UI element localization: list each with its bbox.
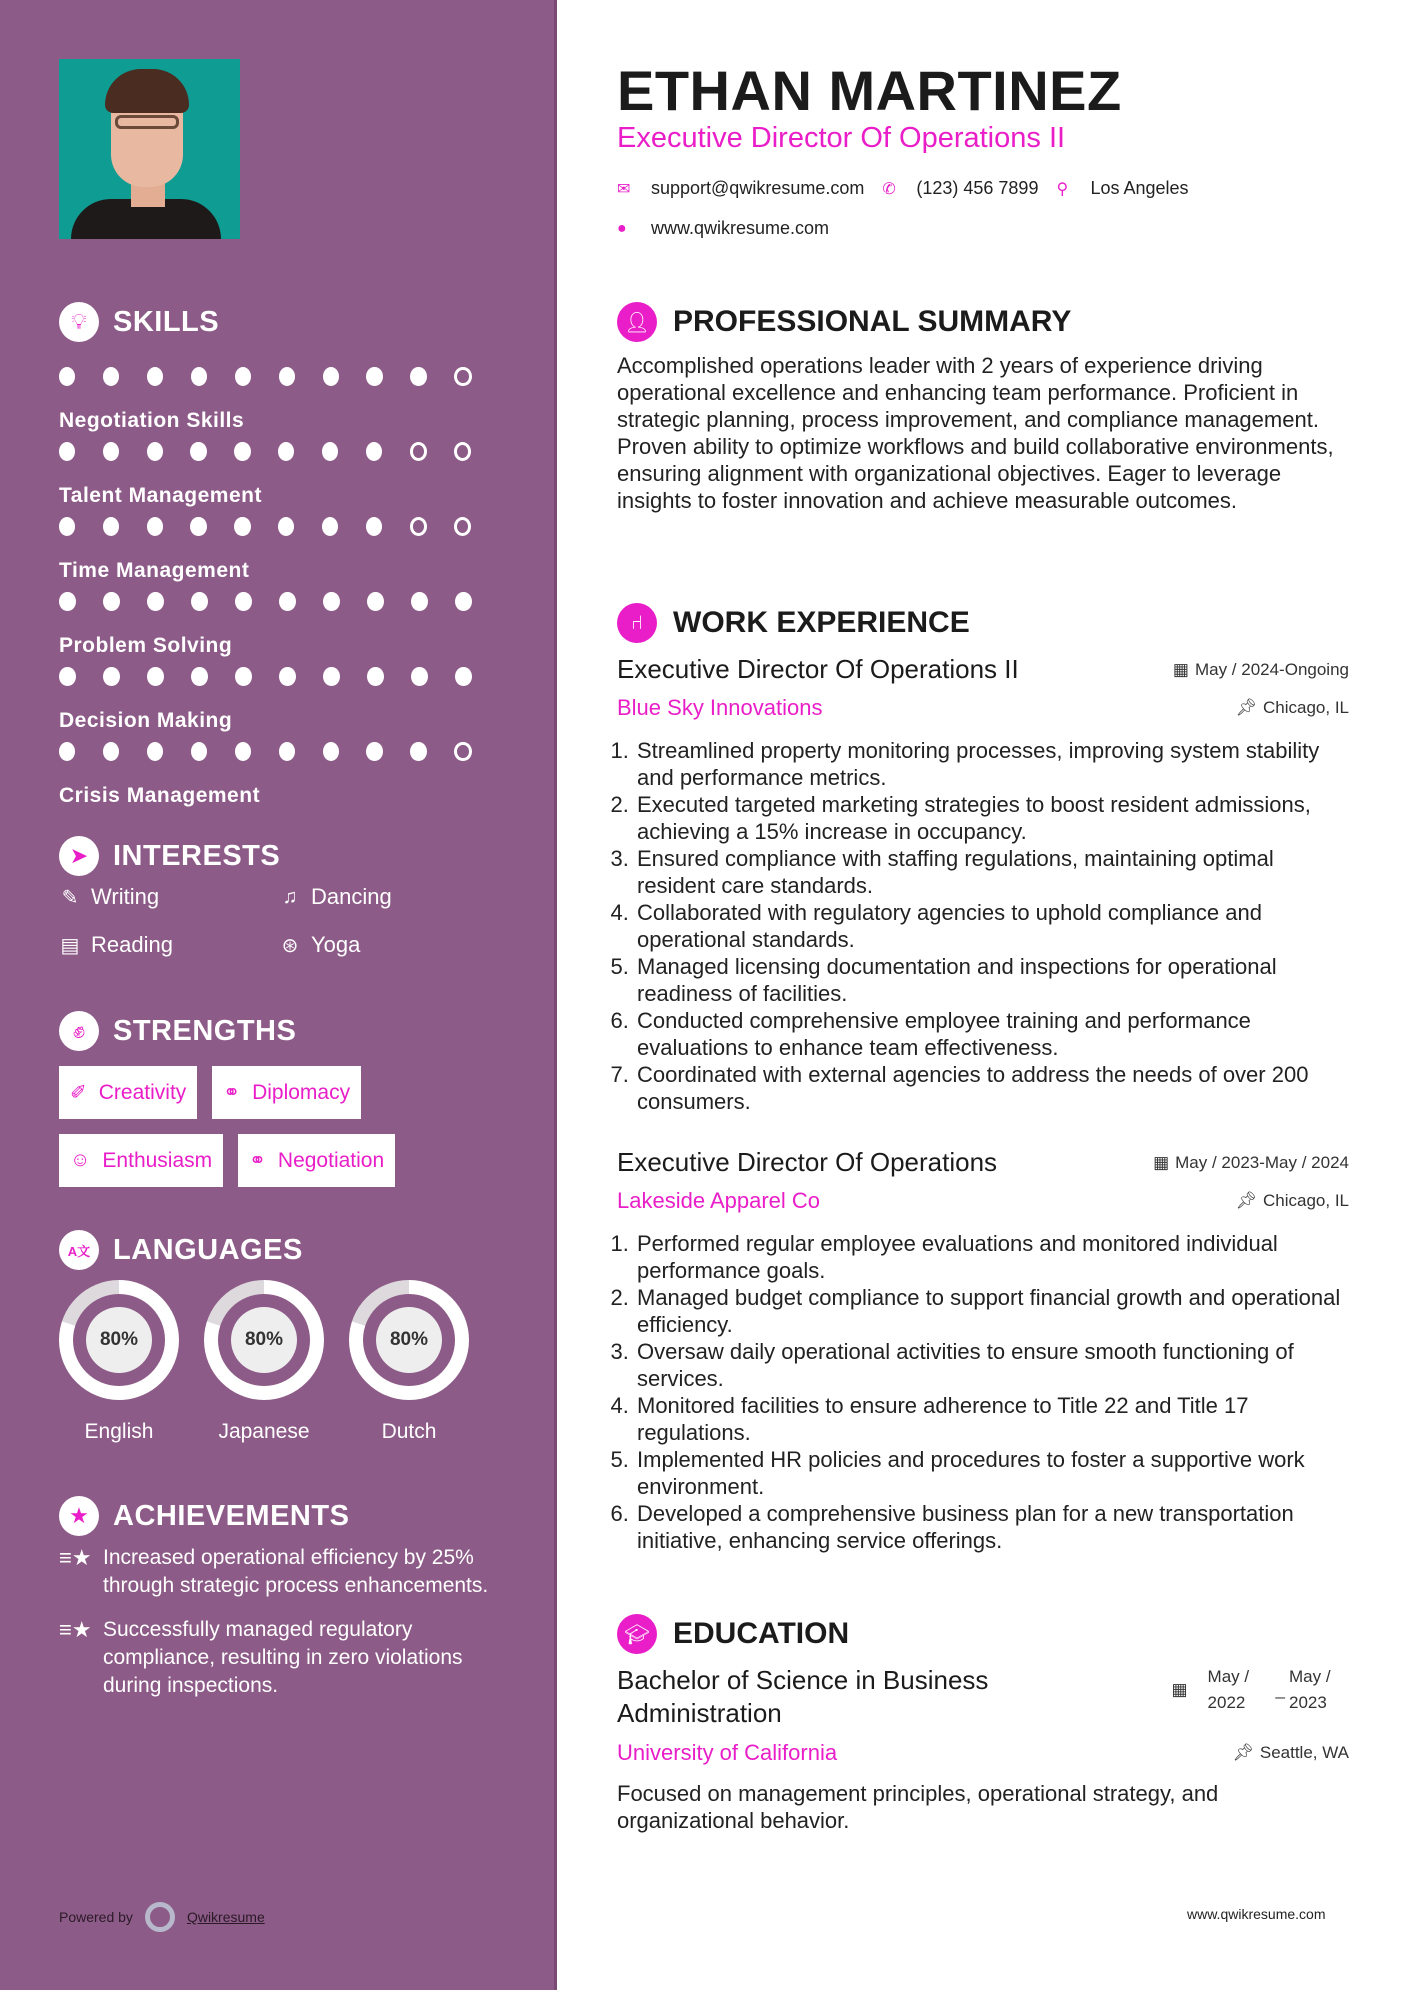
skill-name: Talent Management [59, 484, 262, 507]
graduate-icon: 🎓︎ [617, 1614, 657, 1654]
achievement-item: ≡★ Increased operational efficiency by 25% through strategic process enhancements. [59, 1544, 499, 1600]
website[interactable]: ● www.qwikresume.com [617, 218, 830, 238]
skill-item [59, 726, 499, 807]
pushpin-icon: 📌︎ [1232, 1743, 1254, 1762]
smile-icon: ☺ [70, 1149, 91, 1171]
strength-chip: ✐ Creativity [59, 1066, 197, 1119]
interest-item: ♫ Dancing [279, 884, 489, 910]
calendar-icon: ▦ [1153, 1152, 1170, 1172]
rating-dot-filled [410, 742, 426, 761]
strength-chip: ☺ Enthusiasm [59, 1134, 223, 1187]
rating-dot-filled [103, 517, 119, 536]
skill-rating [59, 592, 499, 611]
degree: Bachelor of Science in Business Administration [617, 1665, 989, 1728]
rating-dot-filled [279, 742, 295, 761]
phone[interactable]: ✆ (123) 456 7899 [882, 178, 1039, 198]
skill-rating [59, 742, 499, 761]
progress-ring: 80% [349, 1280, 469, 1400]
envelope-icon: ✉ [617, 180, 631, 198]
rating-dot-filled [323, 742, 339, 761]
education-heading: 🎓︎ EDUCATION [617, 1614, 849, 1654]
achievements-list [59, 1544, 499, 1716]
rating-dot-filled [366, 367, 382, 386]
summary-text: Accomplished operations leader with 2 years of experience driving operational excellence and enhancing team performance. Proficient in strategic planning, process improvement, and compliance management. Proven ability to optimize workflows and build collaborative environments, ensuring alignment with organizational objectives. Eager to leverage insights to foster innovation and achieve measurable outcomes. [617, 353, 1334, 513]
education-description: Focused on management principles, operational strategy, and organizational behavior. [617, 1781, 1219, 1833]
job-dates: ▦ May / 2024-Ongoing [1172, 659, 1349, 679]
skill-item [59, 351, 499, 432]
rating-dot-filled [190, 442, 206, 461]
rating-dot-filled [190, 517, 206, 536]
skill-name: Decision Making [59, 709, 233, 732]
job-bullets: 1. Performed regular employee evaluations and monitored individual performance goals. 2. Managed budget compliance to support financial growth and operational efficiency. 3. Oversaw daily operational activities to ensure smooth functioning of services. 4. Monitored facilities to ensure adherence to Title 22 and Title 17 regulations. 5. Implemented HR policies and procedures to foster a supportive work environment. 6. Developed a comprehensive business plan for a new transportation initiative, enhancing service offerings. [617, 1230, 1349, 1554]
achievement-item: ≡★ Successfully managed regulatory compliance, resulting in zero violations during inspections. [59, 1616, 499, 1700]
rating-dot-filled [279, 367, 295, 386]
progress-ring: 80% [204, 1280, 324, 1400]
rating-dot-filled [278, 442, 294, 461]
company-name: Blue Sky Innovations [617, 695, 823, 720]
phone-icon: ✆ [882, 180, 896, 198]
rating-dot-filled [103, 742, 119, 761]
globe-icon: ● [617, 219, 627, 237]
rating-dot-filled [59, 367, 75, 386]
paper-plane-icon: ➤ [59, 836, 99, 876]
languages-heading: A文 LANGUAGES [59, 1230, 303, 1270]
shooting-star-icon: ≡★ [59, 1545, 92, 1570]
skill-rating [59, 667, 499, 686]
skill-rating [59, 442, 499, 461]
rating-dot-filled [59, 442, 75, 461]
rating-dot-filled [59, 742, 75, 761]
rating-dot-filled [278, 517, 294, 536]
skill-name: Problem Solving [59, 634, 233, 657]
book-icon: ▤ [60, 934, 80, 957]
rating-dot-filled [323, 592, 340, 611]
rating-dot-filled [410, 367, 426, 386]
school-name: University of California [617, 1740, 838, 1765]
calendar-icon: ▦ [1172, 659, 1189, 679]
handshake-icon: ⚭ [249, 1150, 266, 1172]
rating-dot-filled [455, 667, 472, 686]
rating-dot-filled [366, 517, 382, 536]
experience-heading: ⑁ WORK EXPERIENCE [617, 603, 970, 643]
rating-dot-filled [147, 742, 163, 761]
rating-dot-filled [59, 667, 76, 686]
rating-dot-filled [191, 667, 208, 686]
rating-dot-empty [454, 742, 471, 761]
rating-dot-filled [103, 367, 119, 386]
rating-dot-filled [103, 592, 120, 611]
qwikresume-link[interactable]: Qwikresume [186, 1909, 265, 1925]
rating-dot-filled [235, 742, 251, 761]
language-item: 80% English [59, 1280, 179, 1444]
rating-dot-filled [59, 517, 75, 536]
company-name: Lakeside Apparel Co [617, 1188, 821, 1213]
skill-name: Negotiation Skills [59, 409, 245, 432]
education-location: 📌︎ Seattle, WA [1232, 1743, 1349, 1762]
job-title: Executive Director Of Operations II [617, 654, 1019, 684]
language-item: 80% Japanese [204, 1280, 324, 1444]
powered-by: Powered by Qwikresume [59, 1902, 265, 1932]
language-item: 80% Dutch [349, 1280, 469, 1444]
pushpin-icon: 📌︎ [1235, 698, 1257, 717]
rating-dot-filled [103, 667, 120, 686]
rating-dot-filled [147, 517, 163, 536]
rating-dot-filled [455, 592, 472, 611]
translate-icon: A文 [59, 1230, 99, 1270]
rating-dot-filled [103, 442, 119, 461]
rating-dot-filled [147, 367, 163, 386]
music-note-icon: ♫ [282, 885, 298, 908]
job-location: 📌︎ Chicago, IL [1235, 698, 1349, 717]
rating-dot-filled [235, 667, 252, 686]
rating-dot-filled [279, 592, 296, 611]
rating-dot-filled [367, 592, 384, 611]
qwikresume-logo-icon [145, 1902, 175, 1932]
job-bullets: 1. Streamlined property monitoring processes, improving system stability and performance metrics. 2. Executed targeted marketing strategies to boost resident admissions, achieving a 15% increase in occupancy. 3. Ensured compliance with staffing regulations, maintaining optimal resident care standards. 4. Collaborated with regulatory agencies to uphold compliance and operational standards. 5. Managed licensing documentation and inspections for operational readiness of facilities. 6. Conducted comprehensive employee training and performance evaluations to enhance team effectiveness. 7. Coordinated with external agencies to address the needs of over 200 consumers. [617, 737, 1349, 1115]
candidate-name: ETHAN MARTINEZ [617, 59, 1122, 122]
user-icon: 👤︎ [617, 302, 657, 342]
rating-dot-empty [410, 517, 427, 536]
rating-dot-filled [147, 442, 163, 461]
rating-dot-filled [191, 592, 208, 611]
rating-dot-filled [323, 367, 339, 386]
skill-item [59, 576, 499, 657]
sidebar [0, 0, 557, 1990]
rating-dot-empty [454, 517, 471, 536]
rating-dot-filled [235, 592, 252, 611]
education-entry [617, 1664, 1349, 1834]
pencil-icon: ✎ [61, 886, 79, 909]
skill-name: Time Management [59, 559, 250, 582]
rating-dot-filled [191, 367, 207, 386]
rating-dot-filled [279, 667, 296, 686]
office-chair-icon: ⑁ [617, 603, 657, 643]
calendar-icon: ▦ [1171, 1680, 1188, 1699]
rating-dot-filled [59, 592, 76, 611]
paintbrush-icon: ✐ [70, 1082, 87, 1104]
job-dates: ▦ May / 2023-May / 2024 [1153, 1152, 1349, 1172]
rating-dot-empty [454, 367, 471, 386]
interest-item: ⊛ Yoga [279, 932, 489, 958]
location: ⚲ Los Angeles [1056, 178, 1189, 198]
languages-list [59, 1280, 469, 1444]
footer-website[interactable]: www.qwikresume.com [1187, 1906, 1326, 1922]
shooting-star-icon: ≡★ [59, 1617, 92, 1642]
skill-item [59, 426, 499, 507]
skill-rating [59, 517, 499, 536]
strength-chip: ⚭ Negotiation [238, 1134, 395, 1187]
job-location: 📌︎ Chicago, IL [1235, 1191, 1349, 1210]
handshake-icon: ⚭ [223, 1082, 241, 1104]
pushpin-icon: 📌︎ [1235, 1191, 1257, 1210]
achievements-heading: ★ ACHIEVEMENTS [59, 1496, 349, 1536]
strengths-heading: ✊︎ STRENGTHS [59, 1011, 296, 1051]
strengths-list [59, 1066, 499, 1187]
rating-dot-filled [147, 592, 164, 611]
email[interactable]: ✉ support@qwikresume.com [617, 178, 865, 198]
candidate-title: Executive Director Of Operations II [617, 122, 1066, 154]
rating-dot-empty [454, 442, 471, 461]
job-entry [617, 1147, 1349, 1554]
rating-dot-filled [322, 442, 338, 461]
education-dates: ▦ May / 2022 _ May / 2023 [1171, 1667, 1331, 1712]
rating-dot-filled [366, 742, 382, 761]
skill-item [59, 501, 499, 582]
interests-heading: ➤ INTERESTS [59, 836, 280, 876]
interest-item: ✎ Writing [59, 884, 279, 910]
rating-dot-empty [410, 442, 427, 461]
rating-dot-filled [322, 517, 338, 536]
rating-dot-filled [411, 667, 428, 686]
contact-row-website [617, 218, 847, 239]
fist-icon: ✊︎ [59, 1011, 99, 1051]
rating-dot-filled [234, 442, 250, 461]
skill-item [59, 651, 499, 732]
rating-dot-filled [191, 742, 207, 761]
contact-row [617, 178, 1207, 199]
lightbulb-icon: 💡︎ [59, 302, 99, 342]
rating-dot-filled [411, 592, 428, 611]
strength-chip: ⚭ Diplomacy [212, 1066, 361, 1119]
map-pin-icon: ⚲ [1056, 180, 1069, 198]
job-entry [617, 654, 1349, 1115]
rating-dot-filled [367, 667, 384, 686]
skill-rating [59, 367, 499, 386]
job-title: Executive Director Of Operations [617, 1147, 998, 1177]
profile-photo [59, 59, 240, 239]
skill-name: Crisis Management [59, 784, 261, 807]
lifebuoy-icon: ⊛ [281, 934, 299, 957]
rating-dot-filled [234, 517, 250, 536]
rating-dot-filled [147, 667, 164, 686]
progress-ring: 80% [59, 1280, 179, 1400]
interest-item: ▤ Reading [60, 932, 173, 957]
summary-heading: 👤︎ PROFESSIONAL SUMMARY [617, 302, 1071, 342]
rating-dot-filled [323, 667, 340, 686]
rating-dot-filled [366, 442, 382, 461]
interests-list [59, 884, 489, 958]
shooting-star-icon: ★ [59, 1496, 99, 1536]
rating-dot-filled [235, 367, 251, 386]
skills-heading: 💡︎ SKILLS [59, 302, 219, 342]
